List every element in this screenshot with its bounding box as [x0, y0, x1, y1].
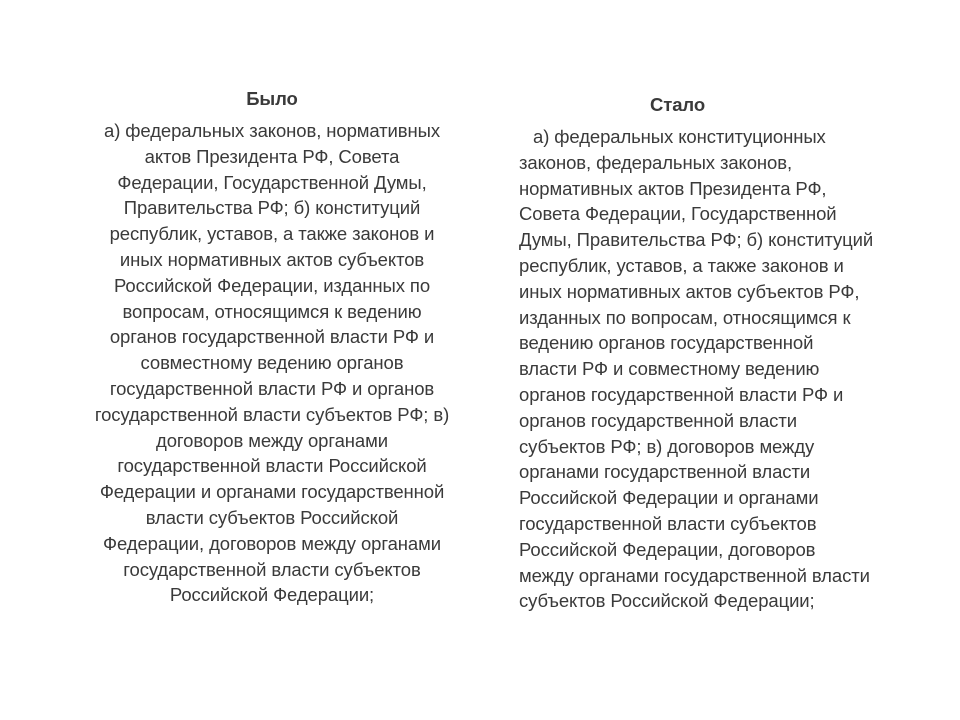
- text-line: а) федеральных конституционных: [533, 126, 826, 147]
- text-line: Федерации, Государственной Думы,: [117, 171, 427, 193]
- text-line: Российской Федерации, изданных по: [113, 274, 431, 296]
- text-line: органами государственной власти: [519, 461, 811, 483]
- text-line: иных нормативных актов субъектов: [119, 248, 425, 270]
- text-line: изданных по вопросам, относящимся к: [519, 306, 851, 328]
- right-column-heading: Стало: [650, 94, 706, 115]
- text-line: Совета Федерации, Государственной: [519, 203, 837, 225]
- left-column-was: [72, 86, 472, 608]
- text-line: Российской Федерации и органами: [519, 487, 819, 509]
- text-line: нормативных актов Президента РФ,: [519, 177, 827, 199]
- right-column-became: [519, 92, 914, 614]
- text-line: между органами государственной власти: [519, 564, 870, 586]
- text-line: республик, уставов, а также законов и: [109, 223, 435, 245]
- text-line: Правительства РФ; б) конституций: [123, 197, 421, 219]
- text-line: органов государственной власти РФ и: [109, 326, 435, 348]
- text-line: республик, уставов, а также законов и: [519, 254, 844, 276]
- text-line: государственной власти Российской: [117, 455, 427, 477]
- text-line: государственной власти субъектов: [519, 512, 817, 534]
- text-line: Думы, Правительства РФ; б) конституций: [519, 229, 874, 251]
- text-line: а) федеральных законов, нормативных: [104, 120, 440, 141]
- text-line: Федерации и органами государственной: [99, 481, 445, 503]
- right-column-text: [519, 124, 914, 614]
- text-line: государственной власти субъектов РФ; в): [94, 403, 450, 425]
- text-line: Федерации, договоров между органами: [103, 532, 441, 554]
- text-line: актов Президента РФ, Совета: [144, 145, 400, 167]
- text-line: Российской Федерации;: [169, 584, 375, 606]
- text-line: совместному ведению органов: [140, 352, 404, 374]
- left-column-text: [72, 118, 472, 608]
- text-line: государственной власти РФ и органов: [109, 377, 435, 399]
- text-line: субъектов РФ; в) договоров между: [519, 435, 815, 457]
- text-line: ведению органов государственной: [519, 332, 814, 354]
- text-line: иных нормативных актов субъектов РФ,: [519, 280, 860, 302]
- text-line: власти субъектов Российской: [145, 506, 399, 528]
- text-line: субъектов Российской Федерации;: [519, 590, 815, 612]
- text-line: законов, федеральных законов,: [519, 151, 793, 173]
- left-column-heading: Было: [246, 88, 298, 109]
- text-line: государственной власти субъектов: [123, 558, 421, 580]
- text-line: договоров между органами: [156, 429, 388, 451]
- text-line: органов государственной власти: [519, 409, 797, 431]
- text-line: органов государственной власти РФ и: [519, 383, 844, 405]
- text-line: Российской Федерации, договоров: [519, 538, 816, 560]
- text-line: вопросам, относящимся к ведению: [122, 300, 422, 322]
- text-line: власти РФ и совместному ведению: [519, 358, 820, 380]
